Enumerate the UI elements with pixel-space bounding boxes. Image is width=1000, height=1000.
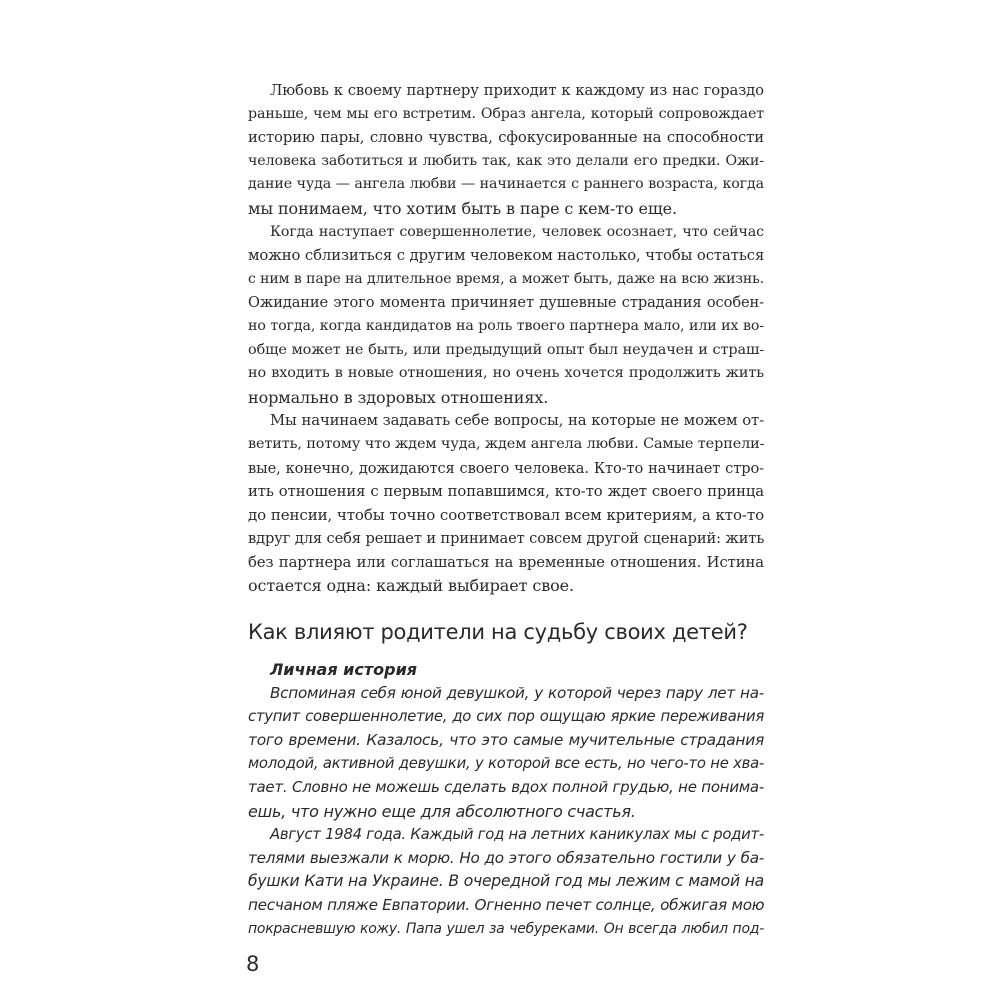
text-line: ить отношения с первым попавшимся, кто-то ждет своего принца: [248, 483, 764, 501]
paragraph-2: [248, 221, 764, 410]
text-line: раньше, чем мы его встретим. Образ ангела, который сопровождает: [248, 105, 764, 122]
story-paragraph-2: [248, 823, 764, 941]
text-line: обще может не быть, или предыдущий опыт был неудачен и страш-: [248, 341, 764, 358]
text-line: тает. Словно не можешь сделать вдох полной грудью, не понима-: [248, 777, 764, 796]
text-line: вые, конечно, дожидаются своего человека. Кто-то начинает стро-: [248, 459, 764, 477]
text-line: Мы начинаем задавать себе вопросы, на которые не можем от-: [270, 412, 764, 430]
text-line: Любовь к своему партнеру приходит к каждому из нас гораздо: [270, 82, 764, 99]
text-line: телями выезжали к морю. Но до этого обязательно гостили у ба-: [248, 848, 764, 867]
text-line: нормально в здоровых отношениях.: [248, 387, 549, 407]
paragraph-1: [248, 79, 764, 221]
text-line: ешь, что нужно еще для абсолютного счастья.: [248, 801, 636, 821]
text-line: покрасневшую кожу. Папа ушел за чебуреками. Он всегда любил под-: [248, 920, 764, 937]
text-line: того времени. Казалось, что это самые мучительные страдания: [248, 730, 764, 749]
text-line: с ним в паре на длительное время, а может быть, даже на всю жизнь.: [248, 270, 764, 287]
text-line: но входить в новые отношения, но очень хочется продолжить жить: [248, 365, 764, 382]
text-line: историю пары, словно чувства, сфокусированные на способности: [248, 129, 764, 147]
text-line: Ожидание этого момента причиняет душевные страдания особен-: [248, 294, 764, 312]
text-line: вдруг для себя решает и принимает совсем другой сценарий: жить: [248, 530, 765, 548]
section-heading: Как влияют родители на судьбу своих детей?: [248, 620, 748, 644]
personal-story: [248, 658, 764, 941]
page-number: 8: [246, 952, 260, 976]
text-line: мы понимаем, что хотим быть в паре с кем-то еще.: [248, 198, 677, 218]
text-line: можно сблизиться с другим человеком настолько, чтобы остаться: [248, 247, 765, 265]
body-text: [248, 79, 764, 598]
text-line: без партнера или соглашаться на временные отношения. Истина: [248, 553, 764, 571]
text-line: Вспоминая себя юной девушкой, у которой через пару лет на-: [270, 683, 764, 702]
text-line: бушки Кати на Украине. В очередной год мы лежим с мамой на: [248, 872, 764, 891]
text-line: ветить, потому что ждем чуда, ждем ангела любви. Самые терпели-: [248, 435, 765, 452]
paragraph-3: [248, 409, 764, 598]
text-line: молодой, активной девушки, у которой все есть, но чего-то не хва-: [248, 755, 764, 773]
text-line: до пенсии, чтобы точно соответствовал всем критериям, а кто-то: [248, 505, 764, 524]
text-line: Август 1984 года. Каждый год на летних каникулах мы с родит-: [270, 826, 764, 844]
text-line: песчаном пляже Евпатории. Огненно печет солнце, обжигая мою: [248, 895, 765, 914]
text-line: дание чуда — ангела любви — начинается с раннего возраста, когда: [248, 176, 764, 193]
text-line: человека заботиться и любить так, как это делали его предки. Ожи-: [248, 152, 764, 169]
text-line: но тогда, когда кандидатов на роль твоего партнера мало, или их во-: [248, 317, 764, 334]
story-paragraph-1: [248, 682, 764, 824]
text-line: остается одна: каждый выбирает свое.: [248, 576, 574, 596]
story-heading: Личная история: [270, 660, 418, 679]
text-line: Когда наступает совершеннолетие, человек осознает, что сейчас: [270, 223, 764, 240]
text-line: ступит совершеннолетие, до сих пор ощущаю яркие переживания: [248, 708, 764, 726]
